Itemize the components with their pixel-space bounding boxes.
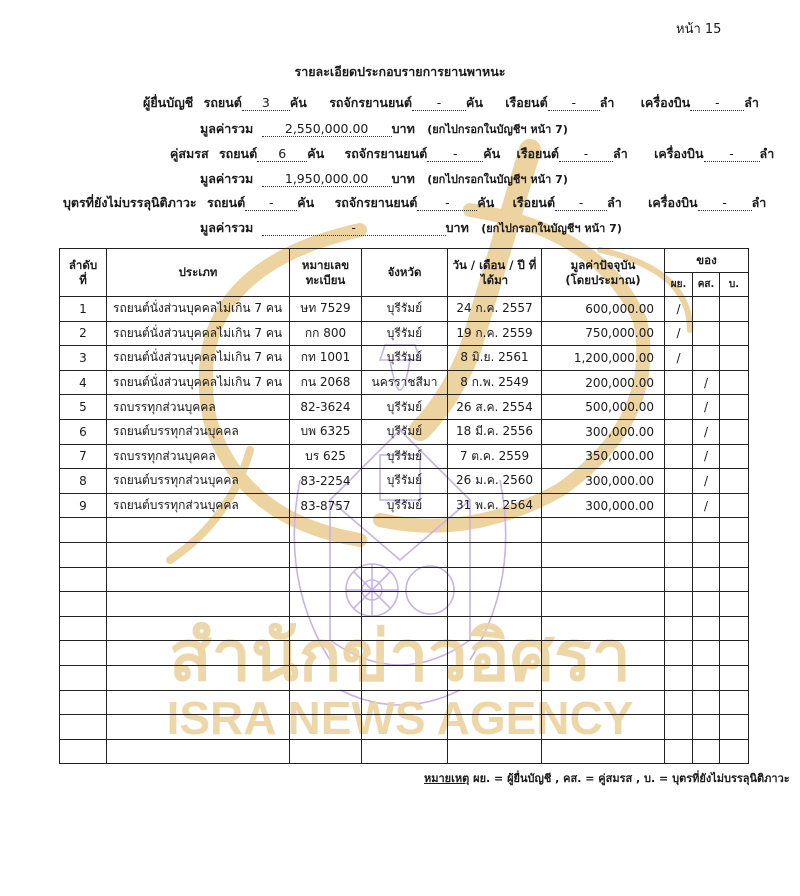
- child-boat-count: -: [555, 196, 607, 211]
- cell-plate: กท 1001: [290, 346, 362, 371]
- header-value: [542, 249, 665, 297]
- unit-label: ลำ: [599, 95, 615, 110]
- motorcycle-label: รถจักรยานยนต์: [329, 95, 412, 110]
- vehicle-table: [59, 248, 749, 764]
- cell-owner-filer: [665, 444, 693, 469]
- cell-value: 750,000.00: [542, 321, 665, 346]
- boat-label: เรือยนต์: [512, 195, 556, 210]
- cell-no: 2: [60, 321, 107, 346]
- cell-no: 4: [60, 370, 107, 395]
- header-value-label: มูลค่าปัจจุบัน (โดยประมาณ): [565, 257, 641, 287]
- table-row: [60, 346, 749, 371]
- empty-row: [60, 739, 749, 764]
- total-label: มูลค่ารวม: [200, 220, 254, 235]
- cell-value: 350,000.00: [542, 444, 665, 469]
- empty-row: [60, 567, 749, 592]
- cell-owner-spouse: [693, 297, 720, 322]
- cell-province: บุรีรัมย์: [362, 493, 448, 518]
- cell-owner-child: [720, 297, 749, 322]
- table-row: [60, 493, 749, 518]
- unit-label: คัน: [297, 195, 315, 210]
- cell-province: บุรีรัมย์: [362, 444, 448, 469]
- cell-plate: 83-8757: [290, 493, 362, 518]
- cell-owner-spouse: /: [693, 370, 720, 395]
- carry-over-note: (ยกไปกรอกในบัญชีฯ หน้า 7): [481, 222, 622, 235]
- unit-label: คัน: [477, 195, 495, 210]
- cell-owner-spouse: /: [693, 395, 720, 420]
- svg-text:สำนักข่าวอิศรา: สำนักข่าวอิศรา: [168, 615, 632, 697]
- cell-province: บุรีรัมย์: [362, 297, 448, 322]
- cell-date: 8 ก.พ. 2549: [448, 370, 542, 395]
- header-province: จังหวัด: [362, 249, 448, 297]
- spouse-total-line: [200, 169, 568, 189]
- empty-row: [60, 715, 749, 740]
- svg-text:ISRA NEWS AGENCY: ISRA NEWS AGENCY: [166, 692, 634, 744]
- cell-owner-filer: /: [665, 346, 693, 371]
- cell-province: บุรีรัมย์: [362, 395, 448, 420]
- cell-date: 26 ส.ค. 2554: [448, 395, 542, 420]
- document-title: รายละเอียดประกอบรายการยานพาหนะ: [294, 64, 506, 79]
- table-header: [60, 249, 749, 297]
- cell-owner-child: [720, 419, 749, 444]
- cell-owner-filer: [665, 469, 693, 494]
- cell-value: 300,000.00: [542, 419, 665, 444]
- cell-owner-child: [720, 321, 749, 346]
- spouse-boat-count: -: [559, 147, 613, 162]
- cell-no: 1: [60, 297, 107, 322]
- motorcycle-label: รถจักรยานยนต์: [344, 146, 428, 161]
- cell-date: 8 มิ.ย. 2561: [448, 346, 542, 371]
- cell-no: 5: [60, 395, 107, 420]
- cell-plate: บพ 6325: [290, 419, 362, 444]
- spouse-total-value: 1,950,000.00: [262, 172, 392, 187]
- cell-value: 300,000.00: [542, 469, 665, 494]
- cell-owner-spouse: /: [693, 469, 720, 494]
- carry-over-note: (ยกไปกรอกในบัญชีฯ หน้า 7): [427, 123, 568, 136]
- currency-label: บาท: [445, 220, 469, 235]
- filer-vehicle-line: [143, 93, 759, 113]
- unit-label: คัน: [307, 146, 325, 161]
- header-type: ประเภท: [107, 249, 290, 297]
- child-car-count: -: [245, 196, 297, 211]
- plane-label: เครื่องบิน: [648, 195, 698, 210]
- unit-label: คัน: [483, 146, 501, 161]
- header-plate: [290, 249, 362, 297]
- cell-date: 7 ต.ค. 2559: [448, 444, 542, 469]
- cell-owner-child: [720, 395, 749, 420]
- footnote: [424, 769, 790, 787]
- cell-plate: ษท 7529: [290, 297, 362, 322]
- empty-row: [60, 641, 749, 666]
- cell-owner-spouse: /: [693, 493, 720, 518]
- cell-owner-spouse: [693, 346, 720, 371]
- cell-type: รถบรรทุกส่วนบุคคล: [107, 395, 290, 420]
- table-row: [60, 419, 749, 444]
- cell-type: รถยนต์บรรทุกส่วนบุคคล: [107, 419, 290, 444]
- table-body: [60, 297, 749, 764]
- empty-row: [60, 518, 749, 543]
- spouse-vehicle-line: [170, 144, 774, 164]
- cell-no: 7: [60, 444, 107, 469]
- cell-no: 9: [60, 493, 107, 518]
- child-motorcycle-count: -: [417, 196, 477, 211]
- cell-plate: 83-2254: [290, 469, 362, 494]
- cell-owner-child: [720, 370, 749, 395]
- child-plane-count: -: [698, 196, 752, 211]
- empty-row: [60, 592, 749, 617]
- cell-value: 200,000.00: [542, 370, 665, 395]
- unit-label: คัน: [465, 95, 483, 110]
- empty-row: [60, 665, 749, 690]
- cell-owner-filer: [665, 395, 693, 420]
- cell-date: 26 ม.ค. 2560: [448, 469, 542, 494]
- cell-value: 1,200,000.00: [542, 346, 665, 371]
- filer-motorcycle-count: -: [412, 96, 466, 111]
- spouse-car-count: 6: [257, 147, 307, 162]
- table-row: [60, 395, 749, 420]
- unit-label: ลำ: [751, 195, 767, 210]
- cell-province: บุรีรัมย์: [362, 346, 448, 371]
- cell-type: รถบรรทุกส่วนบุคคล: [107, 444, 290, 469]
- cell-plate: 82-3624: [290, 395, 362, 420]
- cell-type: รถยนต์นั่งส่วนบุคคลไม่เกิน 7 คน: [107, 321, 290, 346]
- cell-owner-child: [720, 493, 749, 518]
- header-no-label: ลำดับ ที่: [68, 257, 98, 287]
- cell-owner-filer: [665, 493, 693, 518]
- empty-row: [60, 690, 749, 715]
- motorcycle-label: รถจักรยานยนต์: [334, 195, 418, 210]
- cell-plate: บร 625: [290, 444, 362, 469]
- header-date: [448, 249, 542, 297]
- cell-date: 19 ก.ค. 2559: [448, 321, 542, 346]
- cell-province: นครราชสีมา: [362, 370, 448, 395]
- boat-label: เรือยนต์: [516, 146, 560, 161]
- cell-date: 24 ก.ค. 2557: [448, 297, 542, 322]
- unit-label: คัน: [289, 95, 307, 110]
- cell-no: 6: [60, 419, 107, 444]
- filer-boat-count: -: [548, 96, 600, 111]
- table-row: [60, 297, 749, 322]
- cell-type: รถยนต์นั่งส่วนบุคคลไม่เกิน 7 คน: [107, 346, 290, 371]
- header-owner-spouse: คส.: [693, 273, 720, 297]
- header-owner-child: บ.: [720, 273, 749, 297]
- cell-type: รถยนต์นั่งส่วนบุคคลไม่เกิน 7 คน: [107, 297, 290, 322]
- footnote-text: ผย. = ผู้ยื่นบัญชี , คส. = คู่สมรส , บ. = บุตรที่ยังไม่บรรลุนิติภาวะ: [473, 772, 790, 785]
- plane-label: เครื่องบิน: [654, 146, 704, 161]
- car-label: รถยนต์: [203, 95, 242, 110]
- spouse-label: คู่สมรส: [170, 146, 209, 161]
- currency-label: บาท: [391, 121, 415, 136]
- cell-owner-spouse: /: [693, 444, 720, 469]
- cell-province: บุรีรัมย์: [362, 321, 448, 346]
- car-label: รถยนต์: [218, 146, 258, 161]
- header-owner: ของ: [665, 249, 749, 273]
- unit-label: ลำ: [613, 146, 628, 161]
- cell-owner-spouse: [693, 321, 720, 346]
- unit-label: ลำ: [759, 146, 775, 161]
- table-row: [60, 469, 749, 494]
- cell-no: 8: [60, 469, 107, 494]
- child-label: บุตรที่ยังไม่บรรลุนิติภาวะ: [63, 195, 197, 210]
- cell-province: บุรีรัมย์: [362, 419, 448, 444]
- filer-plane-count: -: [690, 96, 744, 111]
- plane-label: เครื่องบิน: [640, 95, 691, 110]
- unit-label: ลำ: [607, 195, 622, 210]
- cell-owner-child: [720, 469, 749, 494]
- table-row: [60, 444, 749, 469]
- cell-date: 31 พ.ค. 2564: [448, 493, 542, 518]
- cell-no: 3: [60, 346, 107, 371]
- table-row: [60, 370, 749, 395]
- cell-type: รถยนต์บรรทุกส่วนบุคคล: [107, 493, 290, 518]
- filer-car-count: 3: [242, 96, 290, 111]
- currency-label: บาท: [391, 171, 415, 186]
- header-owner-filer: ผย.: [665, 273, 693, 297]
- cell-owner-filer: /: [665, 297, 693, 322]
- child-total-line: [200, 218, 622, 238]
- cell-value: 300,000.00: [542, 493, 665, 518]
- car-label: รถยนต์: [207, 195, 246, 210]
- cell-type: รถยนต์นั่งส่วนบุคคลไม่เกิน 7 คน: [107, 370, 290, 395]
- cell-owner-filer: [665, 419, 693, 444]
- empty-row: [60, 542, 749, 567]
- cell-value: 500,000.00: [542, 395, 665, 420]
- filer-total-line: [200, 119, 568, 139]
- cell-value: 600,000.00: [542, 297, 665, 322]
- unit-label: ลำ: [744, 95, 759, 110]
- spouse-motorcycle-count: -: [427, 147, 483, 162]
- cell-plate: กก 800: [290, 321, 362, 346]
- cell-owner-child: [720, 346, 749, 371]
- table-row: [60, 321, 749, 346]
- cell-province: บุรีรัมย์: [362, 469, 448, 494]
- spouse-plane-count: -: [704, 147, 760, 162]
- cell-date: 18 มี.ค. 2556: [448, 419, 542, 444]
- filer-label: ผู้ยื่นบัญชี: [143, 95, 194, 110]
- header-no: [60, 249, 107, 297]
- cell-owner-child: [720, 444, 749, 469]
- cell-owner-filer: /: [665, 321, 693, 346]
- child-total-value: -: [262, 221, 446, 236]
- total-label: มูลค่ารวม: [200, 171, 254, 186]
- header-plate-label: หมายเลข ทะเบียน: [301, 257, 350, 287]
- cell-owner-filer: [665, 370, 693, 395]
- empty-row: [60, 616, 749, 641]
- carry-over-note: (ยกไปกรอกในบัญชีฯ หน้า 7): [427, 173, 568, 186]
- filer-total-value: 2,550,000.00: [262, 122, 392, 137]
- header-date-label: วัน / เดือน / ปี ที่ได้มา: [452, 257, 537, 287]
- cell-type: รถยนต์บรรทุกส่วนบุคคล: [107, 469, 290, 494]
- page-number: หน้า 15: [676, 22, 722, 37]
- child-vehicle-line: [63, 193, 766, 213]
- cell-plate: กน 2068: [290, 370, 362, 395]
- boat-label: เรือยนต์: [505, 95, 548, 110]
- footnote-label: หมายเหตุ: [424, 772, 470, 785]
- cell-owner-spouse: /: [693, 419, 720, 444]
- total-label: มูลค่ารวม: [200, 121, 254, 136]
